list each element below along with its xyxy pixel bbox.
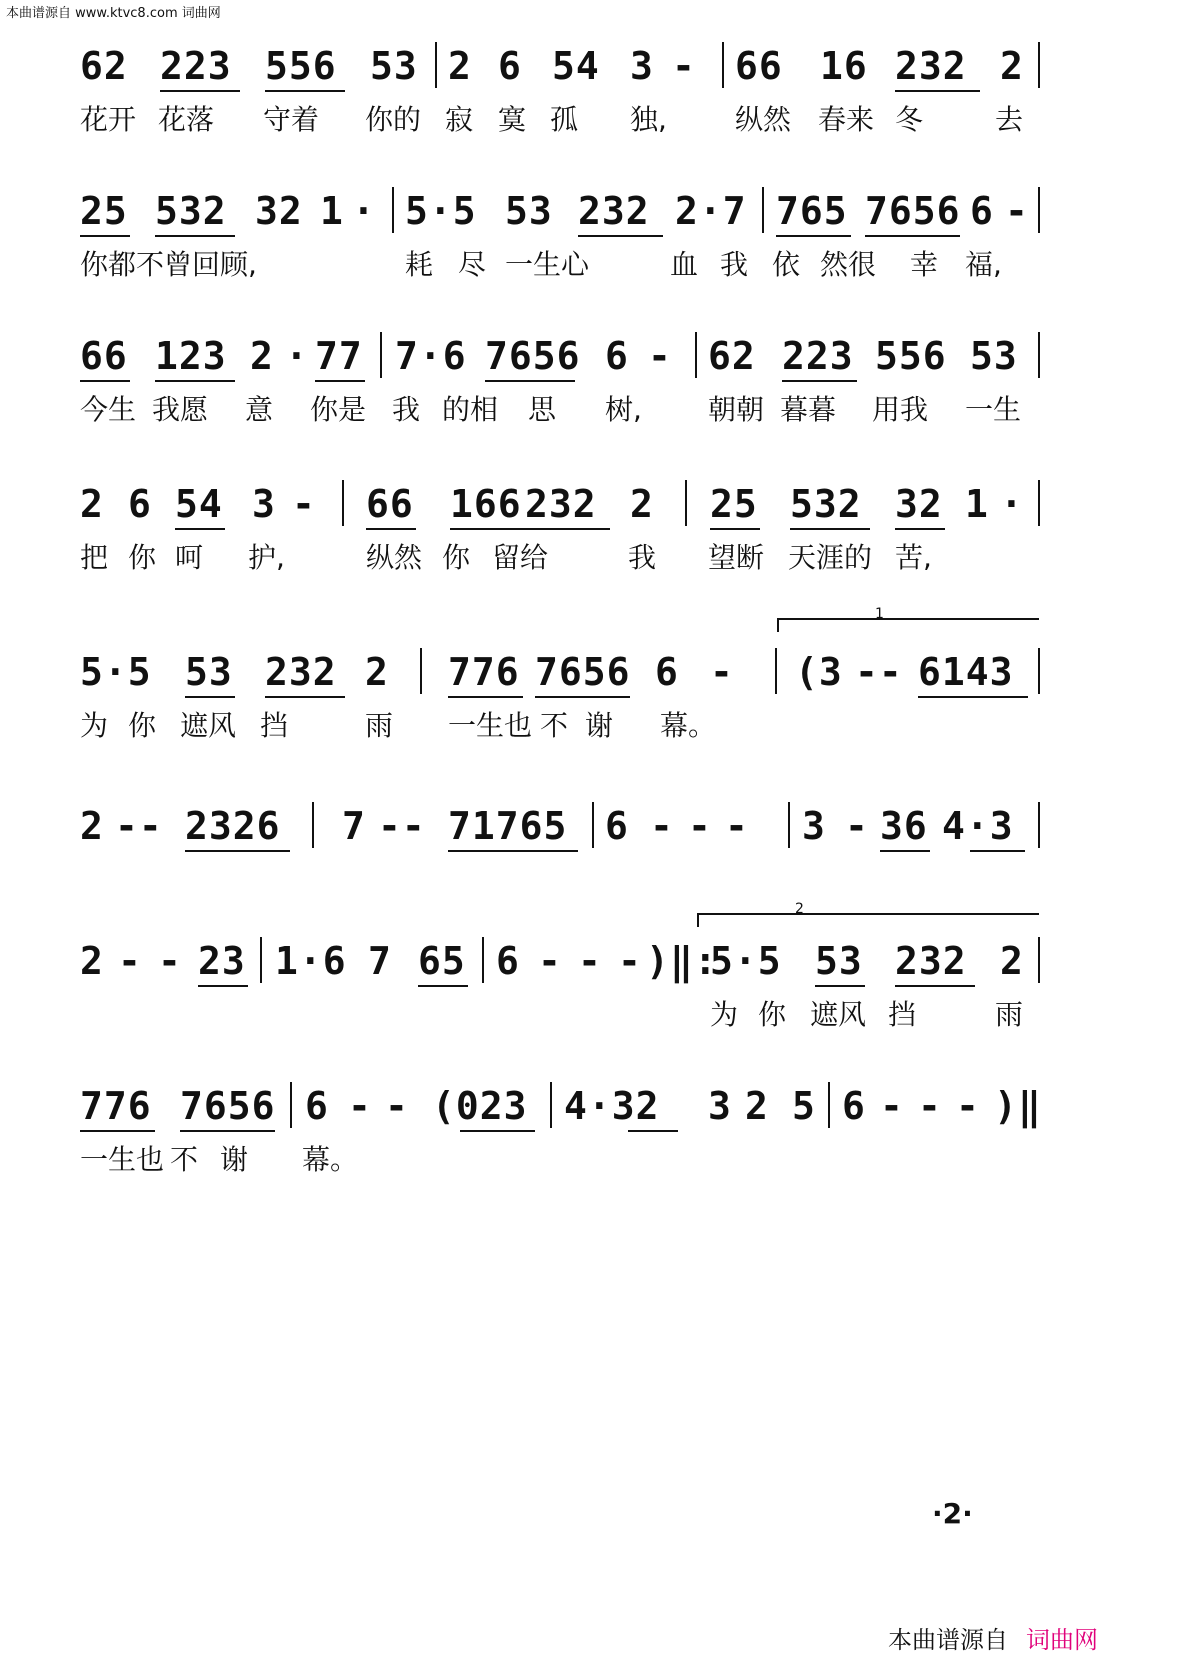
underline [918, 696, 1028, 698]
note-group: - [956, 1084, 980, 1128]
note-group: 53 [185, 650, 233, 694]
note-group: 62 [708, 334, 756, 378]
underline [628, 1130, 678, 1132]
note-group: - [648, 334, 672, 378]
note-group: - [118, 939, 142, 983]
note-group: - [918, 1084, 942, 1128]
lyric-syllable: 思 [528, 393, 557, 426]
underline [185, 696, 235, 698]
note-group: 1·6 [275, 939, 347, 983]
barline [312, 802, 314, 848]
lyric-syllable: 的相 [442, 393, 499, 426]
note-group: -- [378, 804, 426, 848]
lyric-syllable: 寞 [498, 103, 527, 136]
note-group: 7·6 [395, 334, 467, 378]
footer-watermark [888, 1620, 1098, 1655]
note-group: 6 [842, 1084, 866, 1128]
underline [155, 235, 235, 237]
note-group: 776 [80, 1084, 152, 1128]
note-group: ) [994, 1084, 1018, 1128]
note-group: 65 [418, 939, 466, 983]
note-group: 5·5 [710, 939, 782, 983]
note-group: 2 [1000, 939, 1024, 983]
note-group: - [385, 1084, 409, 1128]
barline [1038, 802, 1040, 848]
note-group: 6 [498, 44, 522, 88]
lyric-syllable: 谢 [220, 1143, 249, 1176]
note-group: 556 [875, 334, 947, 378]
note-group: 2 [630, 482, 654, 526]
note-group: 71765 [448, 804, 568, 848]
note-group: 5 [792, 1084, 816, 1128]
lyric-syllable: 福, [965, 248, 1002, 281]
note-group: 5·5 [80, 650, 152, 694]
note-group: 556 [265, 44, 337, 88]
note-group: 232 [895, 44, 967, 88]
note-group: 32 [255, 189, 303, 233]
lyrics-row [80, 239, 1080, 299]
underline [535, 696, 630, 698]
barline [762, 187, 764, 233]
note-group: - [710, 650, 734, 694]
note-group: 36 [880, 804, 928, 848]
underline [895, 528, 945, 530]
note-group: 5·5 [405, 189, 477, 233]
note-group: - [672, 44, 696, 88]
note-group: -- [115, 804, 163, 848]
lyric-syllable: 一生也 [80, 1143, 165, 1176]
underline [710, 528, 760, 530]
note-group: 232 [895, 939, 967, 983]
note-group: (023 [432, 1084, 528, 1128]
underline [180, 1130, 275, 1132]
lyric-syllable: 为 [80, 709, 109, 742]
note-group: 6 [605, 804, 629, 848]
lyric-syllable: 意 [245, 393, 274, 426]
note-group: - [292, 482, 316, 526]
lyric-syllable: 留给 [492, 541, 549, 574]
note-group: 6 [305, 1084, 329, 1128]
note-group: 1 [965, 482, 989, 526]
underline [315, 380, 365, 382]
underline [418, 985, 468, 987]
underline [185, 850, 290, 852]
lyric-syllable: 挡 [888, 998, 917, 1031]
lyric-syllable: 我 [628, 541, 657, 574]
note-group: -- [855, 650, 903, 694]
underline [578, 235, 663, 237]
note-group: 7656 [535, 650, 631, 694]
lyric-syllable: 把 [80, 541, 109, 574]
note-group: 32 [895, 482, 943, 526]
note-group: 4·32 [564, 1084, 660, 1128]
underline [485, 380, 575, 382]
underline [265, 90, 345, 92]
underline [790, 528, 870, 530]
note-group: 23 [198, 939, 246, 983]
lyric-syllable: 幕。 [302, 1143, 359, 1176]
note-group: 3 [708, 1084, 732, 1128]
lyric-syllable: 树, [605, 393, 642, 426]
notes-row [80, 790, 1080, 854]
notes-row [80, 468, 1080, 532]
note-group: 2·7 [675, 189, 747, 233]
score-system-5 [80, 606, 1080, 760]
barline [550, 1082, 552, 1128]
barline [342, 480, 344, 526]
lyrics-row [80, 94, 1080, 154]
lyric-syllable: 我愿 [152, 393, 209, 426]
underline [80, 1130, 155, 1132]
note-group: 16 [820, 44, 868, 88]
lyric-syllable: 春来 [818, 103, 875, 136]
note-group: 6 [970, 189, 994, 233]
note-group: 123 [155, 334, 227, 378]
underline [880, 850, 930, 852]
note-group: - [158, 939, 182, 983]
underline [865, 235, 960, 237]
lyric-syllable: 独, [630, 103, 667, 136]
note-group: 1 [320, 189, 344, 233]
note-group: 53 [815, 939, 863, 983]
score-system-6 [80, 790, 1080, 854]
score-system-7 [80, 901, 1080, 1049]
note-group: 2 [365, 650, 389, 694]
lyric-syllable: 幸 [910, 248, 939, 281]
lyric-syllable: 血 [670, 248, 699, 281]
notes-row [80, 925, 1080, 989]
note-group: · [352, 189, 376, 233]
lyric-syllable: 挡 [260, 709, 289, 742]
volta-number: 1 [875, 606, 884, 622]
note-group: 2 [80, 939, 104, 983]
barline [592, 802, 594, 848]
lyric-syllable: 你是 [310, 393, 367, 426]
note-group: 6 [655, 650, 679, 694]
note-group: 25 [80, 189, 128, 233]
lyric-syllable: 一生心 [505, 248, 590, 281]
lyrics-row [80, 384, 1080, 444]
note-group: 2326 [185, 804, 281, 848]
note-group: 53 [505, 189, 553, 233]
note-group: 66 [366, 482, 414, 526]
score-system-8 [80, 1070, 1080, 1194]
lyric-syllable: 冬 [895, 103, 924, 136]
barline [1038, 480, 1040, 526]
note-group: 223 [160, 44, 232, 88]
note-group: · [285, 334, 309, 378]
note-group: · [1000, 482, 1024, 526]
barline [1038, 187, 1040, 233]
note-group: 54 [175, 482, 223, 526]
note-group: 232 [265, 650, 337, 694]
underline [265, 696, 345, 698]
note-group: - [880, 1084, 904, 1128]
underline [776, 235, 851, 237]
note-group: 7 [342, 804, 366, 848]
notes-row [80, 636, 1080, 700]
lyric-syllable: 不 [540, 709, 569, 742]
site-header: 本曲谱源自 www.ktvc8.com 词曲网 [6, 6, 221, 21]
note-group: 6 [128, 482, 152, 526]
note-group: - [688, 804, 712, 848]
barline [435, 42, 437, 88]
barline [775, 648, 777, 694]
lyric-syllable: 你 [128, 541, 157, 574]
note-group: 776 [448, 650, 520, 694]
lyric-syllable: 雨 [995, 998, 1024, 1031]
note-group: 532 [790, 482, 862, 526]
lyric-syllable: 天涯的 [788, 541, 873, 574]
lyric-syllable: 暮暮 [780, 393, 837, 426]
note-group: 765 [776, 189, 848, 233]
note-group: ) [646, 939, 670, 983]
note-group: 66 [80, 334, 128, 378]
lyric-syllable: 一生也 [448, 709, 533, 742]
barline [482, 937, 484, 983]
note-group: 25 [710, 482, 758, 526]
note-group: - [578, 939, 602, 983]
lyric-syllable: 朝朝 [708, 393, 765, 426]
lyric-syllable: 为 [710, 998, 739, 1031]
lyric-syllable: 你的 [365, 103, 422, 136]
note-group: 232 [525, 482, 597, 526]
footer-site-name: 词曲网 [1026, 1626, 1098, 1654]
barline [420, 648, 422, 694]
lyric-syllable: 望断 [708, 541, 765, 574]
note-group: 7656 [180, 1084, 276, 1128]
note-group: 7656 [865, 189, 961, 233]
underline [155, 380, 235, 382]
lyric-syllable: 孤 [550, 103, 579, 136]
score-system-4 [80, 468, 1080, 592]
lyric-syllable: 你 [128, 709, 157, 742]
note-group: 3 [802, 804, 826, 848]
lyric-syllable: 花落 [158, 103, 215, 136]
lyric-syllable: 花开 [80, 103, 137, 136]
lyric-syllable: 依 [772, 248, 801, 281]
barline [828, 1082, 830, 1128]
lyrics-row [80, 700, 1080, 760]
note-group: 6 [605, 334, 629, 378]
note-group: ‖: [670, 939, 718, 983]
barline [1038, 648, 1040, 694]
lyric-syllable: 幕。 [660, 709, 717, 742]
note-group: 6 [496, 939, 520, 983]
barline [1038, 937, 1040, 983]
note-group: 66 [735, 44, 783, 88]
note-group: 2 [250, 334, 274, 378]
note-group: 166 [450, 482, 522, 526]
lyric-syllable: 不 [170, 1143, 199, 1176]
lyrics-row [80, 532, 1080, 592]
underline [366, 528, 416, 530]
note-group: 4·3 [942, 804, 1014, 848]
underline [895, 90, 980, 92]
underline [815, 985, 865, 987]
note-group: 2 [448, 44, 472, 88]
underline [198, 985, 248, 987]
note-group: - [1005, 189, 1029, 233]
lyric-syllable: 今生 [80, 393, 137, 426]
barline [1038, 42, 1040, 88]
barline [685, 480, 687, 526]
barline [392, 187, 394, 233]
underline [448, 850, 578, 852]
note-group: - [348, 1084, 372, 1128]
notes-row [80, 175, 1080, 239]
underline [895, 985, 975, 987]
lyric-syllable: 你 [442, 541, 471, 574]
note-group: - [618, 939, 642, 983]
barline [1038, 332, 1040, 378]
lyric-syllable: 去 [995, 103, 1024, 136]
lyric-syllable: 你都不曾回顾, [80, 248, 257, 281]
footer-source-text: 本曲谱源自 [888, 1626, 1008, 1654]
barline [260, 937, 262, 983]
lyric-syllable: 遮风 [180, 709, 237, 742]
notes-row [80, 30, 1080, 94]
underline [160, 90, 240, 92]
underline [175, 528, 225, 530]
notes-row [80, 1070, 1080, 1134]
note-group: - [845, 804, 869, 848]
note-group: 2 [1000, 44, 1024, 88]
note-group: - [725, 804, 749, 848]
lyric-syllable: 纵然 [735, 103, 792, 136]
lyric-syllable: 耗 [405, 248, 434, 281]
score-system-2 [80, 175, 1080, 299]
lyrics-row [80, 989, 1080, 1049]
volta-number: 2 [795, 901, 804, 917]
lyrics-row [80, 1134, 1080, 1194]
lyric-syllable: 然很 [820, 248, 877, 281]
note-group: 3 [252, 482, 276, 526]
note-group: (3 [795, 650, 843, 694]
lyric-syllable: 我 [720, 248, 749, 281]
notes-row [80, 320, 1080, 384]
lyric-syllable: 你 [758, 998, 787, 1031]
barline [722, 42, 724, 88]
note-group: 53 [970, 334, 1018, 378]
lyric-syllable: 谢 [585, 709, 614, 742]
note-group: 2 [80, 804, 104, 848]
underline [448, 696, 523, 698]
underline [450, 528, 610, 530]
lyric-syllable: 一生 [965, 393, 1022, 426]
barline [695, 332, 697, 378]
barline [788, 802, 790, 848]
score-system-1 [80, 30, 1080, 154]
lyric-syllable: 寂 [445, 103, 474, 136]
lyric-syllable: 我 [392, 393, 421, 426]
underline [782, 380, 857, 382]
lyric-syllable: 遮风 [810, 998, 867, 1031]
barline [380, 332, 382, 378]
note-group: - [650, 804, 674, 848]
score-system-3 [80, 320, 1080, 444]
note-group: 62 [80, 44, 128, 88]
lyric-syllable: 雨 [365, 709, 394, 742]
lyric-syllable: 守着 [263, 103, 320, 136]
underline [80, 235, 130, 237]
note-group: 2 [745, 1084, 769, 1128]
lyric-syllable: 纵然 [366, 541, 423, 574]
lyric-syllable: 苦, [895, 541, 932, 574]
note-group: ‖ [1018, 1084, 1042, 1128]
lyric-syllable: 呵 [175, 541, 204, 574]
note-group: 53 [370, 44, 418, 88]
lyric-syllable: 尽 [458, 248, 487, 281]
note-group: 77 [315, 334, 363, 378]
underline [80, 380, 130, 382]
lyric-syllable: 用我 [872, 393, 929, 426]
barline [290, 1082, 292, 1128]
note-group: 3 [630, 44, 654, 88]
note-group: 223 [782, 334, 854, 378]
underline [970, 850, 1025, 852]
volta-bracket-1 [777, 606, 1039, 632]
note-group: - [538, 939, 562, 983]
note-group: 2 [80, 482, 104, 526]
note-group: 7656 [485, 334, 581, 378]
note-group: 54 [552, 44, 600, 88]
note-group: 7 [368, 939, 392, 983]
underline [460, 1130, 535, 1132]
lyric-syllable: 护, [248, 541, 285, 574]
note-group: 232 [578, 189, 650, 233]
note-group: 6143 [918, 650, 1014, 694]
page-number: ·2· [932, 1497, 973, 1530]
note-group: 532 [155, 189, 227, 233]
